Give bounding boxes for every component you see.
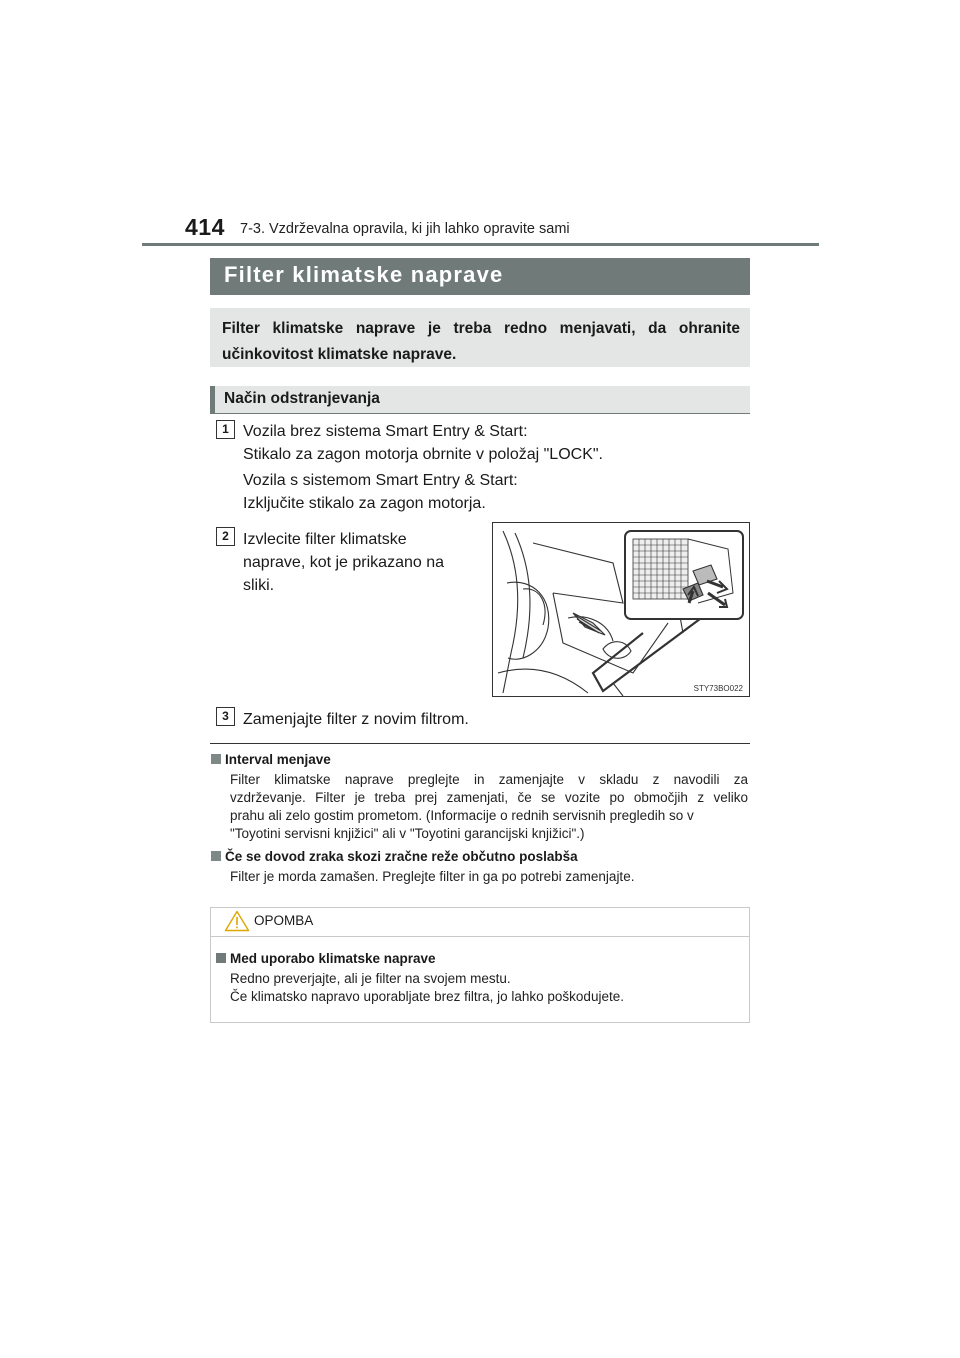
- note-airflow-line-1: Filter je morda zamašen. Preglejte filter in ga po potrebi zamenjajte.: [230, 869, 635, 884]
- square-bullet-icon: [211, 851, 221, 861]
- step-1-line-2: Stikalo za zagon motorja obrnite v položaj "LOCK".: [243, 446, 603, 463]
- page-number: 414: [185, 214, 225, 240]
- step-number-2: 2: [216, 527, 235, 546]
- note-heading-airflow: [211, 849, 578, 864]
- notice-line-1: Redno preverjajte, ali je filter na svojem mestu.: [230, 971, 511, 986]
- step-2-line-2: naprave, kot je prikazano na: [243, 554, 445, 571]
- note-heading-interval-text: Interval menjave: [225, 752, 331, 767]
- square-bullet-icon: [216, 953, 226, 963]
- notice-divider: [211, 936, 749, 937]
- notice-heading-text: Med uporabo klimatske naprave: [230, 951, 436, 966]
- note-interval-line-2: vzdrževanje. Filter je treba prej zamenjati, če se vozite po območjih z veliko: [230, 790, 748, 805]
- warning-triangle-icon: [224, 910, 250, 937]
- step-1-line-1: Vozila brez sistema Smart Entry & Start:: [243, 423, 528, 440]
- chapter-title: 7-3. Vzdrževalna opravila, ki jih lahko opravite sami: [240, 221, 570, 237]
- step-2-line-3: sliki.: [243, 577, 275, 594]
- notice-line-2: Če klimatsko napravo uporabljate brez filtra, jo lahko poškodujete.: [230, 989, 624, 1004]
- step-1-line-4: Izključite stikalo za zagon motorja.: [243, 495, 486, 512]
- header-divider: [142, 243, 819, 246]
- step-2-line-1: Izvlecite filter klimatske: [243, 531, 407, 548]
- notice-heading: [216, 951, 436, 966]
- note-interval-line-3: prahu ali zelo gostim prometom. (Informacije o rednih servisnih pregledih so v: [230, 808, 694, 823]
- figure-code: STY73BO022: [693, 684, 743, 693]
- notice-label: OPOMBA: [254, 913, 314, 928]
- notes-divider: [210, 743, 750, 744]
- step-number-1: 1: [216, 420, 235, 439]
- note-interval-line-1: Filter klimatske naprave preglejte in zamenjajte v skladu z navodili za: [230, 772, 748, 787]
- step-3-line-1: Zamenjajte filter z novim filtrom.: [243, 711, 469, 728]
- subheading-removal: Način odstranjevanja: [224, 390, 380, 407]
- step-number-3: 3: [216, 707, 235, 726]
- intro-text-line-1: Filter klimatske naprave je treba redno menjavati, da ohranite: [222, 320, 740, 337]
- filter-removal-illustration: [493, 523, 749, 696]
- square-bullet-icon: [211, 754, 221, 764]
- glovebox-filter-diagram: [492, 522, 750, 697]
- note-interval-line-4: "Toyotini servisni knjižici" ali v "Toyotini garancijski knjižici".): [230, 826, 585, 841]
- intro-text-line-2: učinkovitost klimatske naprave.: [222, 346, 457, 363]
- section-title: Filter klimatske naprave: [224, 262, 504, 287]
- note-heading-airflow-text: Če se dovod zraka skozi zračne reže občutno poslabša: [225, 849, 578, 864]
- note-heading-interval: [211, 752, 331, 767]
- step-1-line-3: Vozila s sistemom Smart Entry & Start:: [243, 472, 518, 489]
- subheading-rule: [210, 413, 750, 414]
